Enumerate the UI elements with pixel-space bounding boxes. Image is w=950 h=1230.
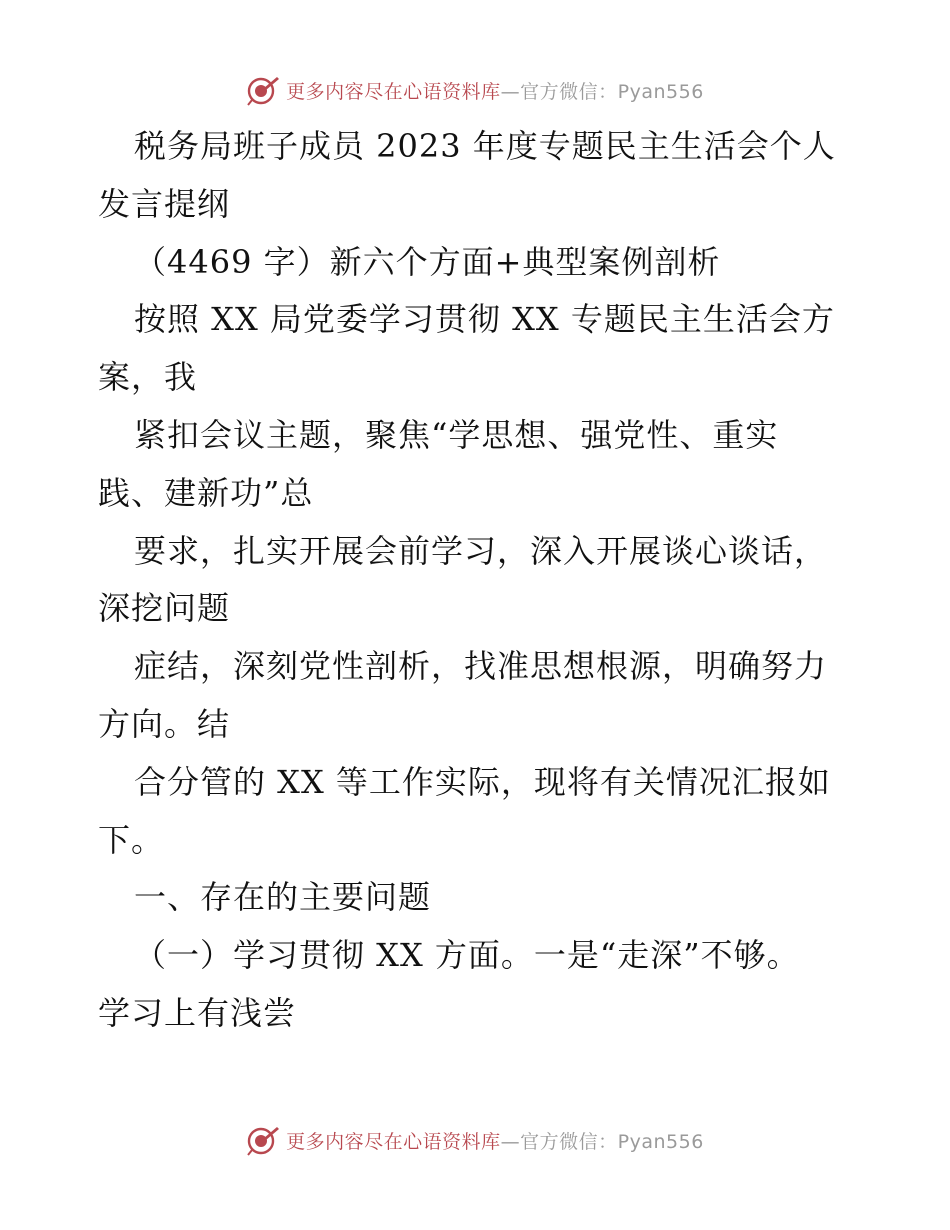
doc-line: 要求，扎实开展会前学习，深入开展谈心谈话， (134, 531, 828, 570)
watermark-main-text: 更多内容尽在心语资料库 (286, 1130, 501, 1153)
pen-seal-icon (246, 1123, 280, 1157)
doc-line: （4469 字）新六个方面+典型案例剖析 (134, 242, 721, 281)
doc-line: 紧扣会议主题，聚焦“学思想、强党性、重实 (134, 415, 779, 454)
doc-line: 税务局班子成员 2023 年度专题民主生活会个人 (134, 127, 836, 165)
document-body (98, 118, 868, 1043)
doc-line: 合分管的 XX 等工作实际，现将有关情况汇报如 (134, 762, 831, 801)
doc-line: 深挖问题 (98, 589, 231, 628)
doc-line: 案，我 (98, 358, 198, 397)
doc-line: 发言提纲 (98, 184, 231, 223)
doc-line: 方向。结 (98, 704, 231, 743)
doc-line: 按照 XX 局党委学习贯彻 XX 专题民主生活会方 (134, 300, 835, 339)
footer-watermark (0, 1120, 950, 1160)
pen-seal-icon (246, 73, 280, 107)
watermark-main-text: 更多内容尽在心语资料库 (286, 80, 501, 103)
subsection-heading: （一）学习贯彻 XX 方面。一是“走深”不够。 (134, 936, 800, 975)
watermark-contact-text: —官方微信：Pyan556 (500, 1130, 704, 1153)
doc-line: 下。 (98, 820, 165, 859)
doc-line: 践、建新功”总 (98, 473, 314, 512)
section-heading: 一、存在的主要问题 (134, 878, 432, 917)
watermark-contact-text: —官方微信：Pyan556 (500, 80, 704, 103)
header-watermark (0, 70, 950, 110)
doc-line: 学习上有浅尝 (98, 993, 297, 1032)
doc-line: 症结，深刻党性剖析，找准思想根源，明确努力 (134, 647, 828, 686)
